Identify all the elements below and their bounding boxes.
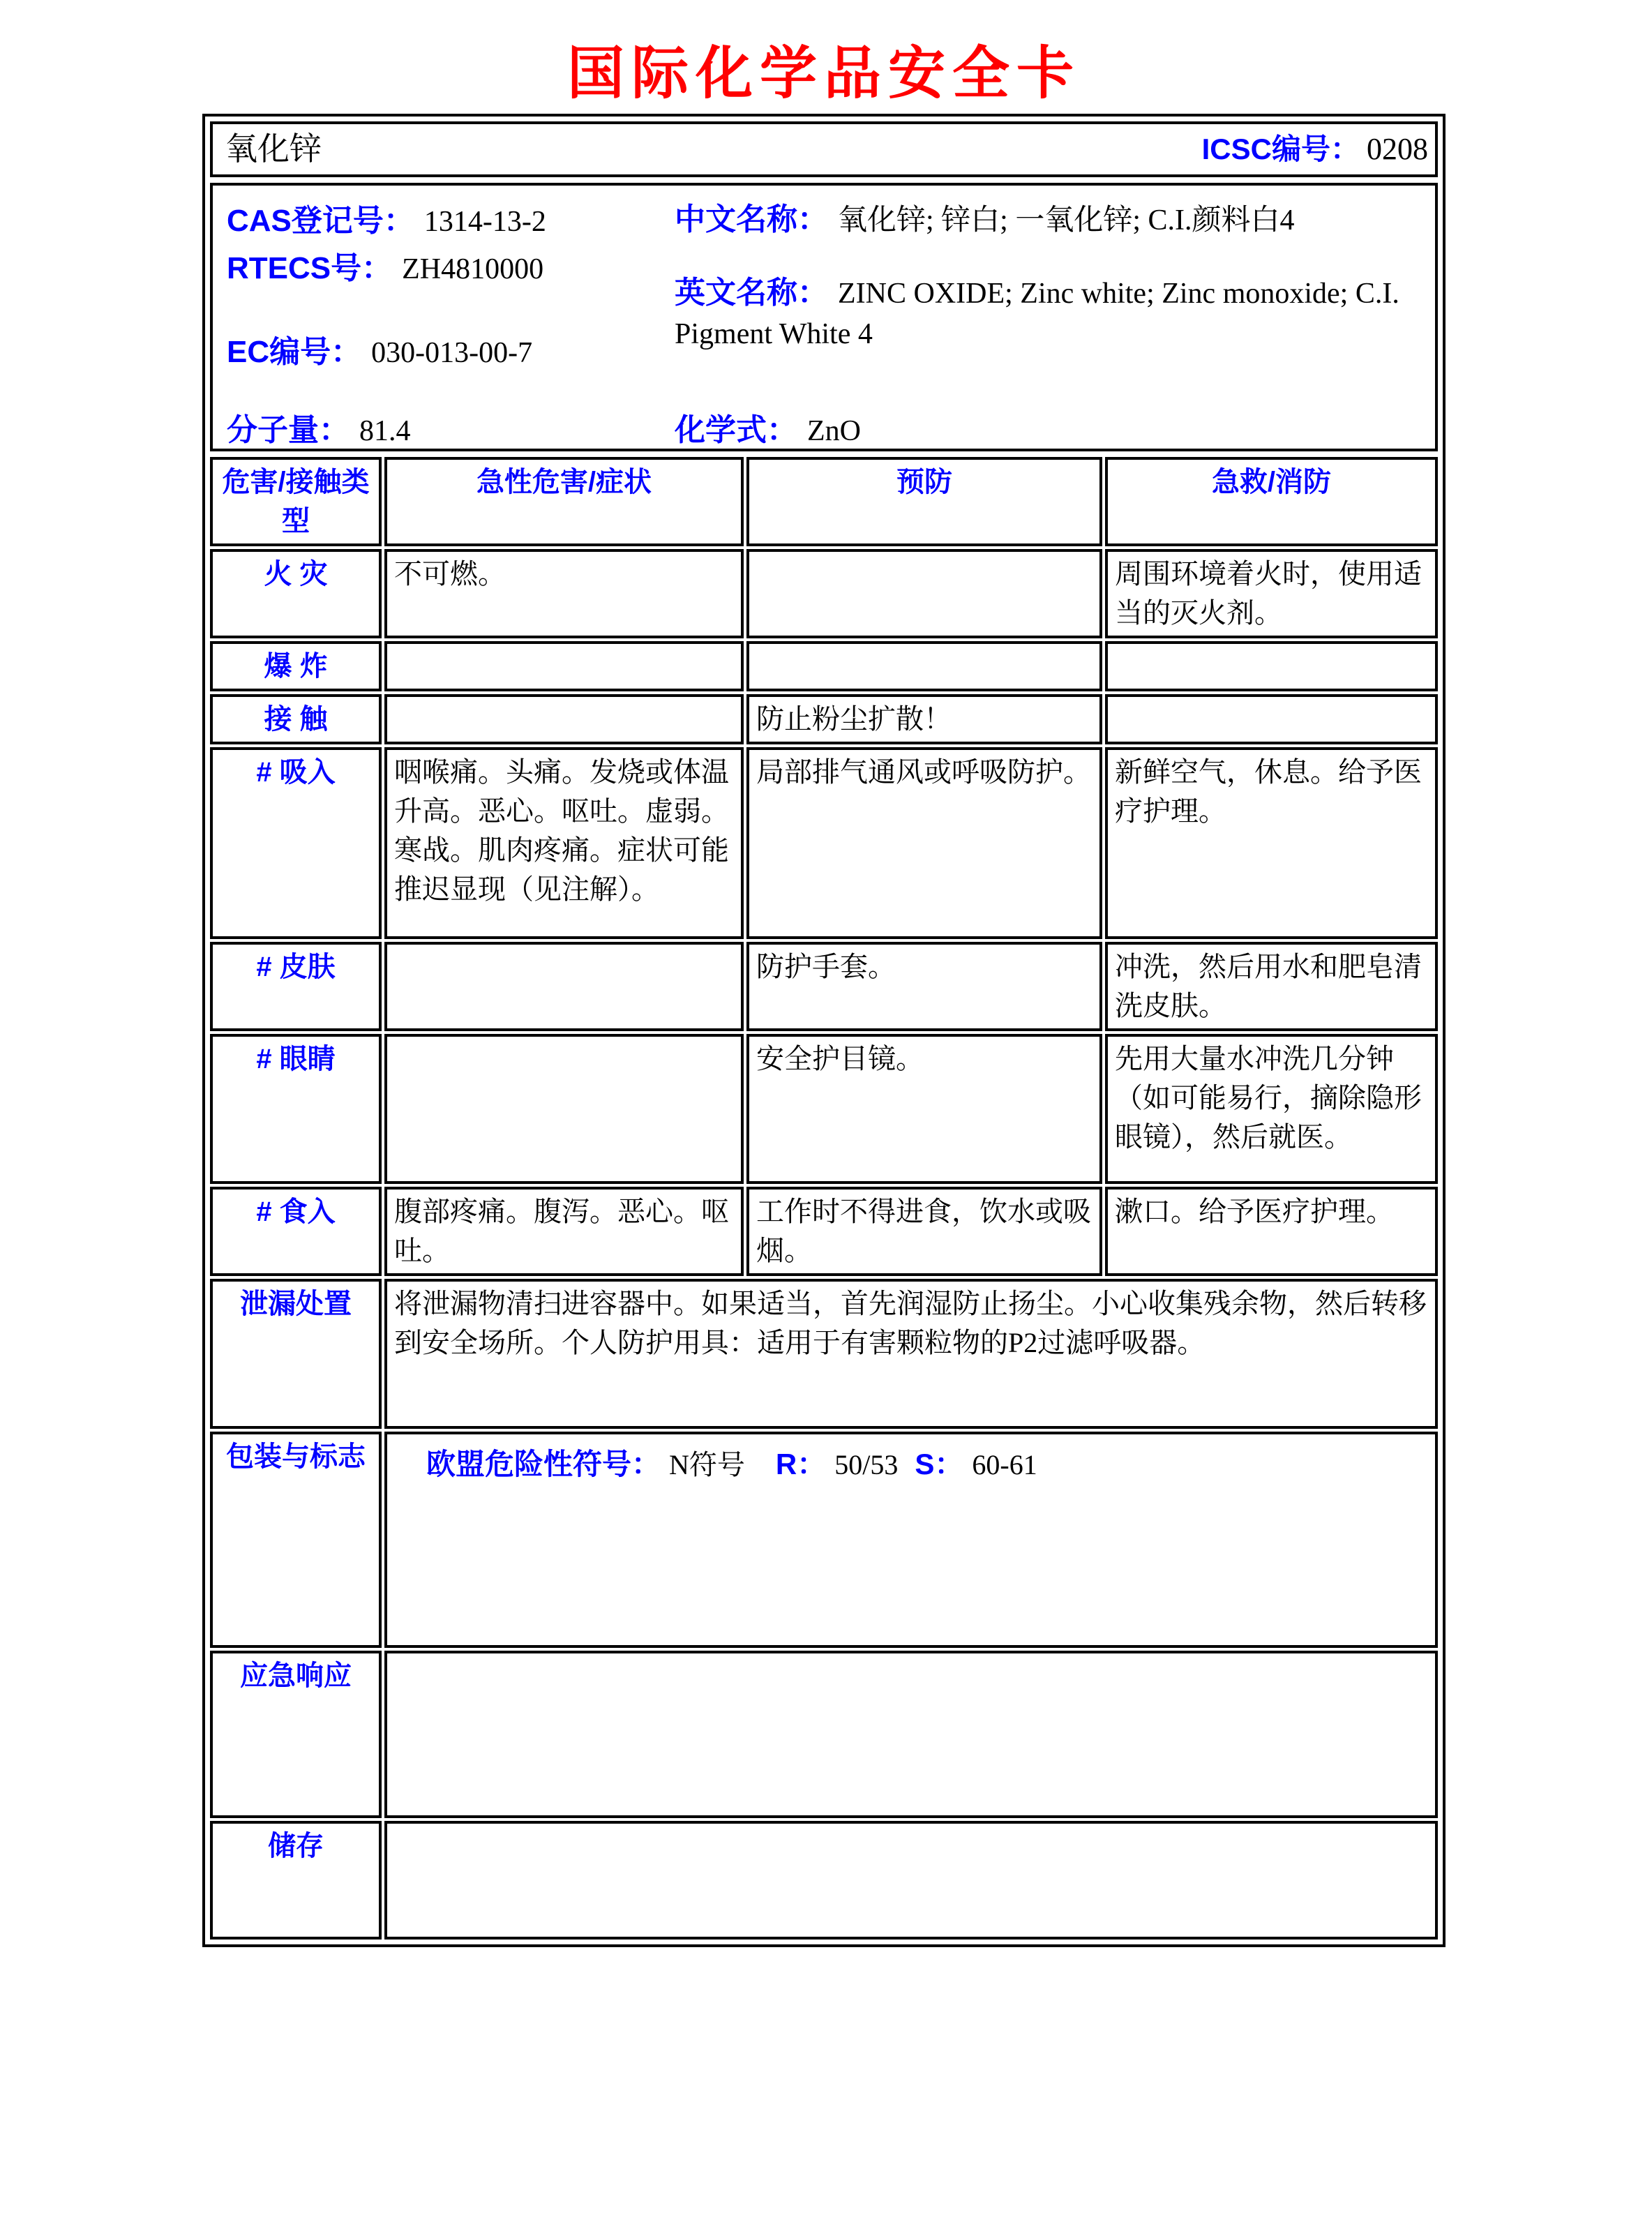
emergency-response-row <box>210 1651 1438 1818</box>
storage-content <box>384 1821 1438 1939</box>
header-prevention: 预防 <box>746 457 1102 546</box>
identifiers-cell <box>210 183 1438 451</box>
packaging-labelling-content <box>384 1432 1438 1648</box>
chinese-name-value: 氧化锌; 锌白; 一氧化锌; C.I.颜料白4 <box>838 204 1295 237</box>
spill-disposal-content: 将泄漏物清扫进容器中。如果适当，首先润湿防止扬尘。小心收集残余物，然后转移到安全场所。个人防护用具：适用于有害颗粒物的P2过滤呼吸器。 <box>384 1279 1438 1429</box>
fire-row <box>210 549 1438 638</box>
skin-symptoms-cell <box>384 942 744 1031</box>
explosion-row-label: 爆 炸 <box>210 641 382 691</box>
icsc-number-value: 0208 <box>1367 132 1428 167</box>
exposure-symptoms-cell <box>384 694 744 744</box>
substance-name-cell <box>210 121 1438 177</box>
eu-hazard-symbol-value: N符号 <box>669 1449 745 1481</box>
ec-number-label: EC编号： <box>227 335 362 370</box>
chemical-formula-label: 化学式： <box>675 413 797 448</box>
substance-name-row <box>210 121 1438 177</box>
r-phrases-value: 50/53 <box>834 1449 899 1481</box>
hazard-table <box>207 454 1441 1942</box>
cas-number-label: CAS登记号： <box>227 204 414 239</box>
explosion-first-aid-cell <box>1105 641 1438 691</box>
ingestion-row-label: # 食入 <box>210 1187 382 1276</box>
spill-disposal-label: 泄漏处置 <box>210 1279 382 1429</box>
exposure-first-aid-cell <box>1105 694 1438 744</box>
icsc-number-group <box>1202 128 1428 171</box>
s-phrases-value: 60-61 <box>972 1449 1037 1481</box>
molecular-weight-line <box>227 409 411 451</box>
fire-row-label: 火 灾 <box>210 549 382 638</box>
inhalation-row-label: # 吸入 <box>210 747 382 939</box>
fire-symptoms-cell: 不可燃。 <box>384 549 744 638</box>
packaging-labelling-label: 包装与标志 <box>210 1432 382 1648</box>
exposure-row <box>210 694 1438 744</box>
cas-number-line <box>227 200 546 243</box>
molecular-weight-label: 分子量： <box>227 413 350 448</box>
emergency-response-content <box>384 1651 1438 1818</box>
storage-row <box>210 1821 1438 1939</box>
substance-name: 氧化锌 <box>225 131 322 167</box>
exposure-row-label: 接 触 <box>210 694 382 744</box>
hazard-header-row <box>210 457 1438 546</box>
identifiers-wrap <box>220 188 1428 446</box>
header-hazard-type: 危害/接触类型 <box>210 457 382 546</box>
emergency-response-label: 应急响应 <box>210 1651 382 1818</box>
eyes-symptoms-cell <box>384 1034 744 1184</box>
inhalation-prevention-cell: 局部排气通风或呼吸防护。 <box>746 747 1102 939</box>
ec-number-value: 030-013-00-7 <box>371 337 533 370</box>
ingestion-row <box>210 1187 1438 1276</box>
ingestion-prevention-cell: 工作时不得进食，饮水或吸烟。 <box>746 1187 1102 1276</box>
fire-first-aid-cell: 周围环境着火时，使用适当的灭火剂。 <box>1105 549 1438 638</box>
exposure-prevention-cell: 防止粉尘扩散！ <box>746 694 1102 744</box>
icsc-number-label: ICSC编号： <box>1201 133 1360 166</box>
explosion-prevention-cell <box>746 641 1102 691</box>
eyes-prevention-cell: 安全护目镜。 <box>746 1034 1102 1184</box>
packaging-labelling-row <box>210 1432 1438 1648</box>
inhalation-first-aid-cell: 新鲜空气，休息。给予医疗护理。 <box>1105 747 1438 939</box>
cas-number-value: 1314-13-2 <box>423 206 546 239</box>
chemical-formula-value: ZnO <box>807 415 861 448</box>
explosion-row <box>210 641 1438 691</box>
r-phrases-label: R： <box>775 1448 827 1481</box>
eu-hazard-symbol-line <box>394 1437 1428 1485</box>
eu-hazard-symbol-label: 欧盟危险性符号： <box>426 1448 661 1481</box>
skin-row <box>210 942 1438 1031</box>
skin-first-aid-cell: 冲洗，然后用水和肥皂清洗皮肤。 <box>1105 942 1438 1031</box>
rtecs-number-value: ZH4810000 <box>402 253 544 286</box>
s-phrases-label: S： <box>915 1448 964 1481</box>
safety-card <box>202 114 1446 1947</box>
eyes-row-label: # 眼睛 <box>210 1034 382 1184</box>
page-title: 国际化学品安全卡 <box>566 42 1081 105</box>
ingestion-symptoms-cell: 腹部疼痛。腹泻。恶心。呕吐。 <box>384 1187 744 1276</box>
substance-name-table <box>207 119 1441 180</box>
rtecs-number-label: RTECS号： <box>227 251 393 286</box>
skin-prevention-cell: 防护手套。 <box>746 942 1102 1031</box>
storage-label: 储存 <box>210 1821 382 1939</box>
spill-disposal-row <box>210 1279 1438 1429</box>
chinese-name-line <box>675 198 1295 241</box>
identifiers-table <box>207 180 1441 454</box>
ingestion-first-aid-cell: 漱口。给予医疗护理。 <box>1105 1187 1438 1276</box>
inhalation-row <box>210 747 1438 939</box>
header-acute-symptoms: 急性危害/症状 <box>384 457 744 546</box>
english-name-line <box>675 272 1438 354</box>
skin-row-label: # 皮肤 <box>210 942 382 1031</box>
molecular-weight-value: 81.4 <box>359 415 411 448</box>
english-name-label: 英文名称： <box>675 276 828 310</box>
chinese-name-label: 中文名称： <box>675 202 828 237</box>
english-name-value: ZINC OXIDE; Zinc white; Zinc monoxide; C.I. Pigment White 4 <box>675 278 1399 350</box>
chemical-formula-line <box>675 409 861 451</box>
ec-number-line <box>227 331 532 374</box>
explosion-symptoms-cell <box>384 641 744 691</box>
eyes-row <box>210 1034 1438 1184</box>
rtecs-number-line <box>227 247 543 290</box>
fire-prevention-cell <box>746 549 1102 638</box>
eyes-first-aid-cell: 先用大量水冲洗几分钟（如可能易行，摘除隐形眼镜），然后就医。 <box>1105 1034 1438 1184</box>
substance-name-flex <box>220 127 1428 172</box>
header-first-aid: 急救/消防 <box>1105 457 1438 546</box>
identifiers-row <box>210 183 1438 451</box>
inhalation-symptoms-cell: 咽喉痛。头痛。发烧或体温升高。恶心。呕吐。虚弱。寒战。肌肉疼痛。症状可能推迟显现（见注解）。 <box>384 747 744 939</box>
